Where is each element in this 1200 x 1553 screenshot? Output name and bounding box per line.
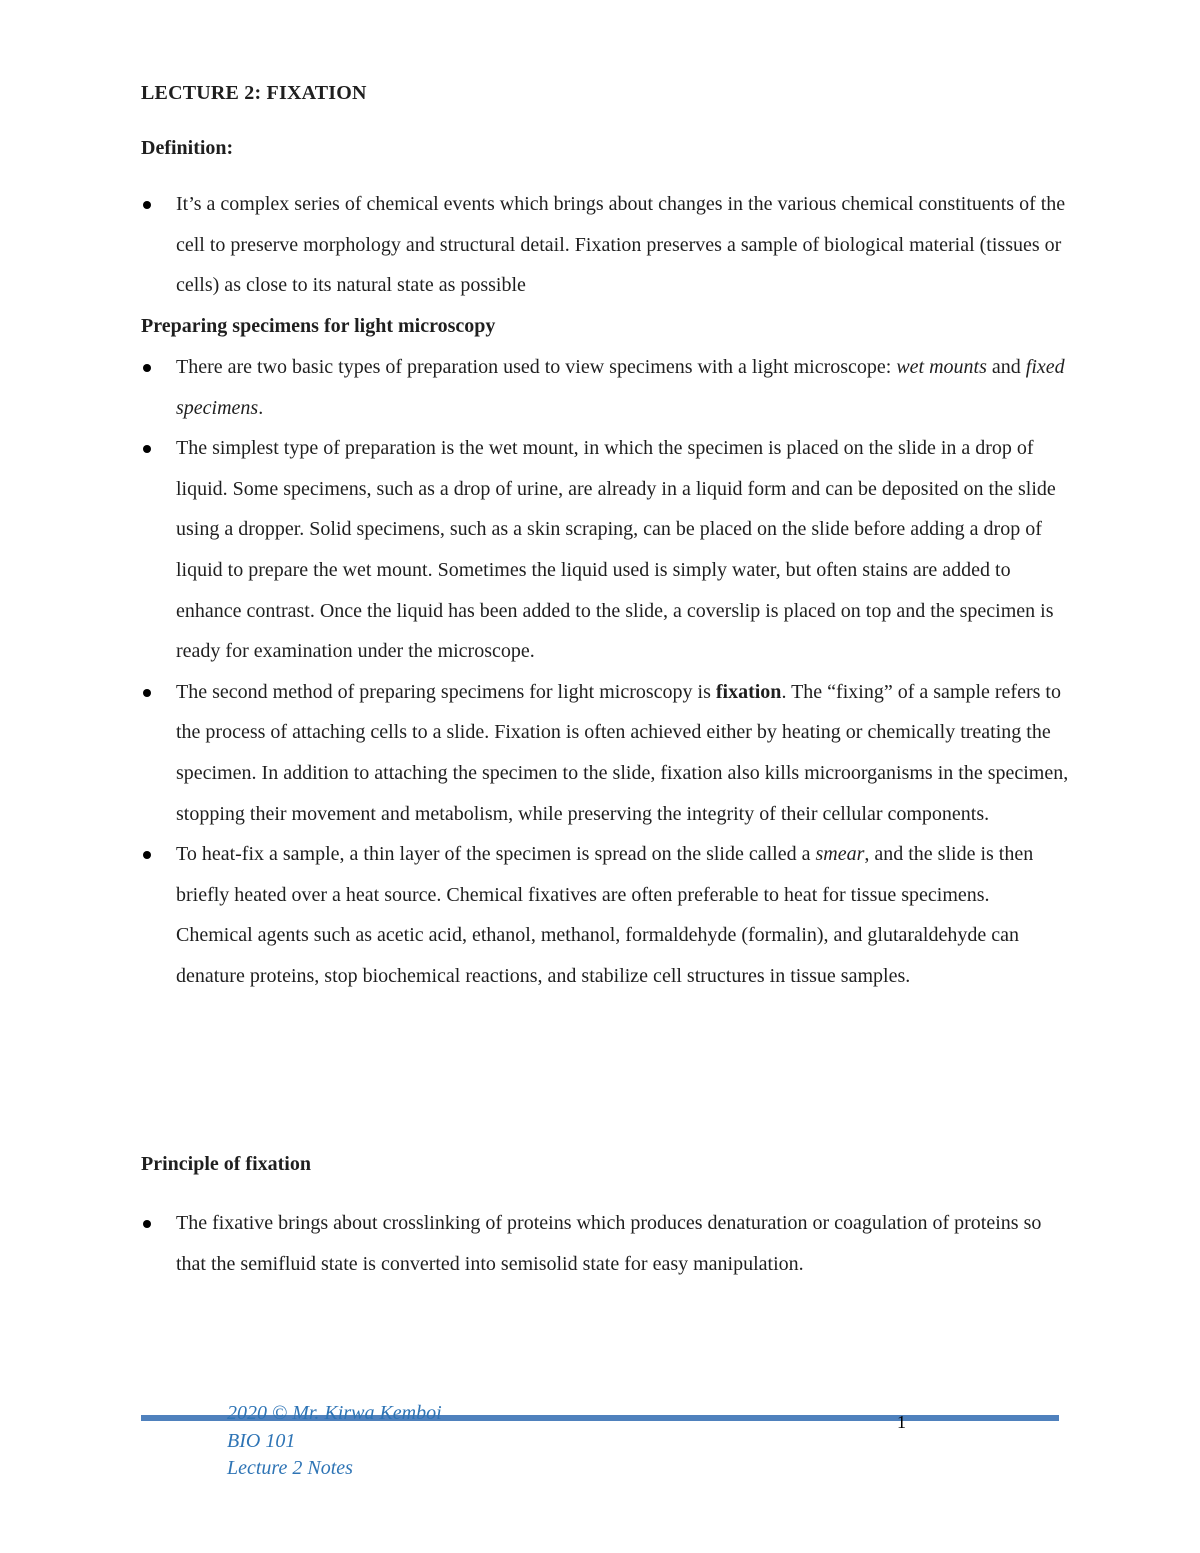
list-item: The fixative brings about crosslinking of proteins which produces denaturation or coagulation of proteins so that the semifluid state is converted into semisolid state for easy manipulation. [141,1203,1071,1284]
heading-definition: Definition: [141,137,234,159]
list-item: To heat-fix a sample, a thin layer of the specimen is spread on the slide called a smear, and the slide is then briefly heated over a heat source. Chemical fixatives are often preferable to heat for tissue specimens. Chemical agents such as acetic acid, ethanol, methanol, formaldehyde (formalin), and glutaraldehyde can denature proteins, stop biochemical reactions, and stabilize cell structures in tissue samples. [141,834,1071,996]
page-number: 1 [897,1412,906,1432]
term-smear: smear [815,843,865,866]
page-title: LECTURE 2: FIXATION [141,82,367,104]
bullet-icon [143,201,151,209]
preparing-specimens-list [141,347,1071,997]
principle-list [141,1203,1071,1284]
list-item: The second method of preparing specimens for light microscopy is fixation. The “fixing” of a sample refers to the process of attaching cells to a slide. Fixation is often achieved either by heating or chemically treating the specimen. In addition to attaching the specimen to the slide, fixation also kills microorganisms in the specimen, stopping their movement and metabolism, while preserving the integrity of their cellular components. [141,672,1071,834]
list-item: It’s a complex series of chemical events which brings about changes in the various chemical constituents of the cell to preserve morphology and structural detail. Fixation preserves a sample of biological material (tissues or cells) as close to its natural state as possible [141,184,1071,306]
bullet-icon [143,445,151,453]
footer-text [227,1400,442,1483]
term-fixation: fixation [715,680,782,703]
term-fixed-specimens: fixed specimens [176,356,1065,419]
bullet-icon [143,851,151,859]
term-wet-mounts: wet mounts [896,356,987,378]
footer-copyright: 2020 © Mr. Kirwa Kemboi [227,1402,442,1424]
definition-list [141,184,1071,306]
bullet-icon [143,689,151,697]
bullet-icon [143,1220,151,1228]
footer-lecture: Lecture 2 Notes [227,1457,353,1479]
footer-course: BIO 101 [227,1429,296,1452]
heading-preparing-specimens: Preparing specimens for light microscopy [141,315,496,337]
list-item: The simplest type of preparation is the wet mount, in which the specimen is placed on the slide in a drop of liquid. Some specimens, such as a drop of urine, are already in a liquid form and can be deposited on the slide using a dropper. Solid specimens, such as a skin scraping, can be placed on the slide before adding a drop of liquid to prepare the wet mount. Sometimes the liquid used is simply water, but often stains are added to enhance contrast. Once the liquid has been added to the slide, a coverslip is placed on top and the specimen is ready for examination under the microscope. [141,428,1071,672]
list-item: There are two basic types of preparation used to view specimens with a light microscope: wet mounts and fixed specimens. [141,347,1071,428]
heading-principle-of-fixation: Principle of fixation [141,1153,311,1175]
bullet-icon [143,364,151,372]
